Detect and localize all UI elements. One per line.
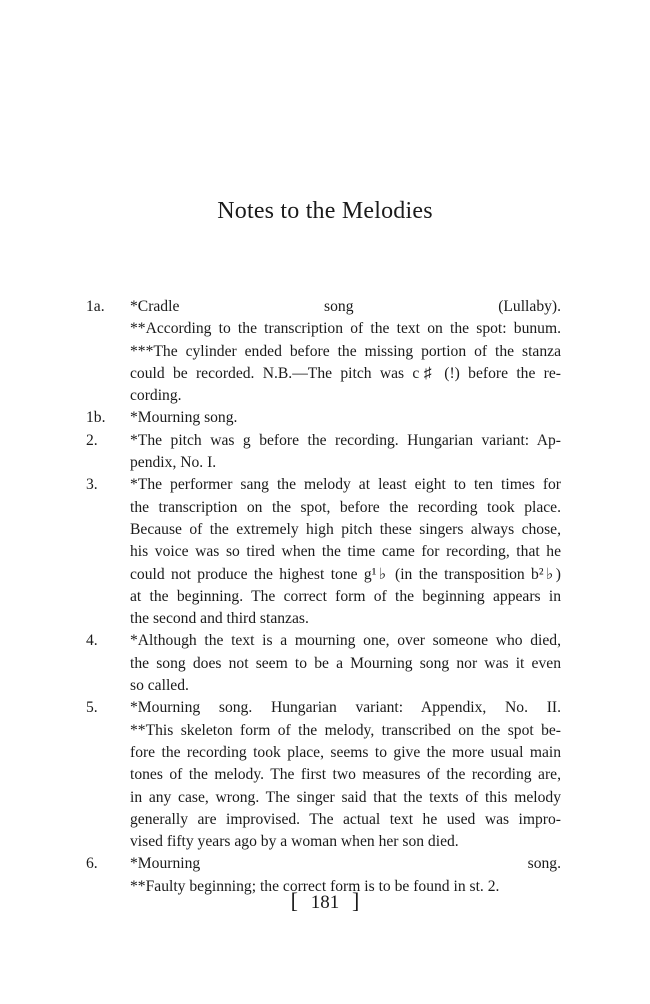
note-line: **This skeleton form of the melody, transcribed on the spot be- bbox=[130, 721, 561, 739]
note-number: 1a. bbox=[86, 298, 105, 315]
note-line: could be recorded. N.B.—The pitch was c♯ (!) before the re- bbox=[130, 364, 561, 382]
note-line: *The pitch was g before the recording. Hungarian variant: Ap- bbox=[130, 431, 561, 449]
note-body bbox=[130, 407, 561, 429]
note-body bbox=[130, 630, 561, 697]
note-entry bbox=[86, 630, 561, 697]
note-number: 1b. bbox=[86, 409, 106, 427]
page-number-close-bracket: ] bbox=[352, 888, 360, 913]
note-line: his voice was so tired when the time came for recording, that he bbox=[130, 543, 561, 561]
note-number: 4. bbox=[86, 632, 98, 650]
note-line: *Cradle song (Lullaby). bbox=[130, 298, 561, 315]
note-line: *The performer sang the melody at least eight to ten times for bbox=[130, 476, 561, 494]
page-title: Notes to the Melodies bbox=[217, 198, 433, 224]
note-line: tones of the melody. The first two measures of the recording are, bbox=[130, 766, 561, 784]
note-line: pendix, No. I. bbox=[130, 454, 217, 472]
note-line: generally are improvised. The actual text he used was impro- bbox=[130, 810, 561, 828]
note-number: 5. bbox=[86, 699, 98, 717]
note-body bbox=[130, 697, 561, 853]
note-entry bbox=[86, 407, 561, 429]
note-line: fore the recording took place, seems to give the more usual main bbox=[130, 743, 561, 761]
note-line: the song does not seem to be a Mourning song nor was it even bbox=[130, 654, 561, 672]
note-line: the second and third stanzas. bbox=[130, 610, 309, 628]
note-body bbox=[130, 430, 561, 475]
note-line: at the beginning. The correct form of the beginning appears in bbox=[130, 587, 561, 605]
page-number-open-bracket: [ bbox=[290, 888, 298, 913]
note-line: could not produce the highest tone g¹♭ (in the transposition b²♭) bbox=[130, 565, 561, 583]
note-line: **Faulty beginning; the correct form is to be found in st. 2. bbox=[130, 877, 500, 895]
note-line: *Mourning song. bbox=[130, 409, 238, 427]
note-line: *Mourning song. Hungarian variant: Appendix, No. II. bbox=[130, 699, 561, 717]
note-number: 2. bbox=[86, 431, 98, 449]
note-number: 3. bbox=[86, 476, 98, 494]
note-line: Because of the extremely high pitch these singers always chose, bbox=[130, 520, 561, 538]
note-line: in any case, wrong. The singer said that the texts of this melody bbox=[130, 788, 561, 806]
note-entry bbox=[86, 474, 561, 630]
page-number bbox=[0, 888, 650, 914]
note-body bbox=[130, 296, 561, 407]
note-entry bbox=[86, 697, 561, 853]
note-entry bbox=[86, 430, 561, 475]
note-number: 6. bbox=[86, 855, 98, 873]
note-line: ***The cylinder ended before the missing portion of the stanza bbox=[130, 342, 561, 360]
note-line: *Mourning song. bbox=[130, 855, 561, 873]
note-line: the transcription on the spot, before the recording took place. bbox=[130, 498, 561, 516]
note-line: **According to the transcription of the text on the spot: bunum. bbox=[130, 320, 561, 338]
note-line: cording. bbox=[130, 387, 182, 405]
note-body bbox=[130, 474, 561, 630]
notes-list bbox=[86, 296, 561, 898]
note-line: *Although the text is a mourning one, over someone who died, bbox=[130, 632, 561, 650]
note-line: so called. bbox=[130, 677, 189, 695]
note-line: vised fifty years ago by a woman when her son died. bbox=[130, 833, 459, 851]
note-entry bbox=[86, 296, 561, 407]
page-number-value: 181 bbox=[310, 892, 340, 913]
